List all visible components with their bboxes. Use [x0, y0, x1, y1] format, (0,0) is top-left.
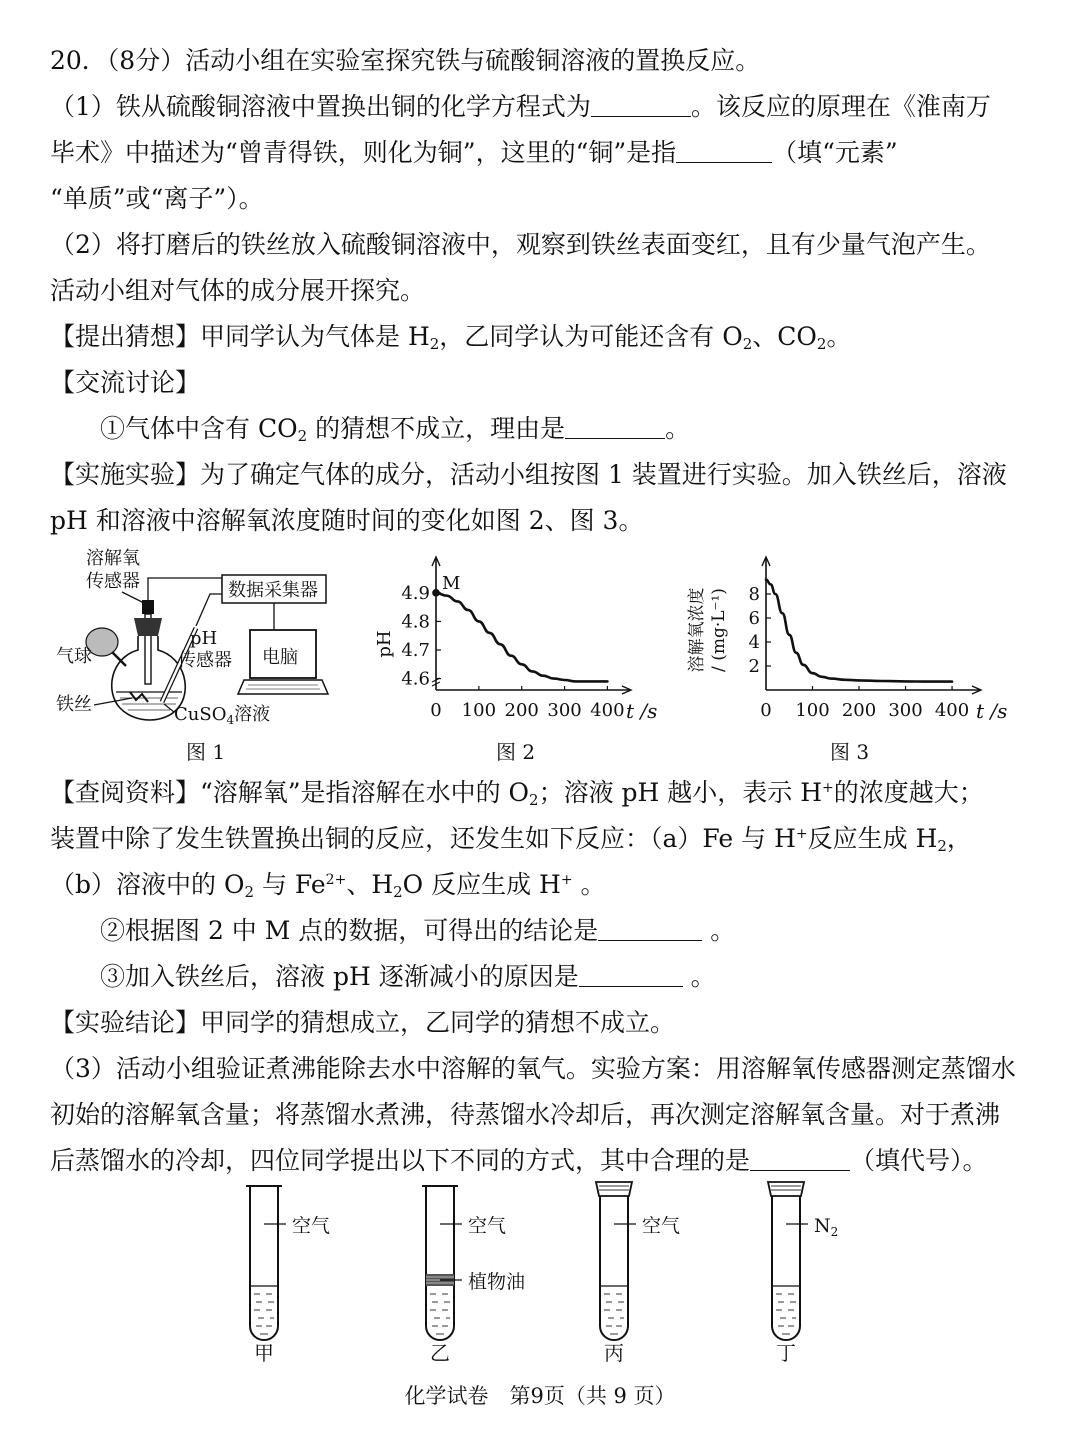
question-header-text: 20．（8分）活动小组在实验室探究铁与硫酸铜溶液的置换反应。: [50, 46, 761, 75]
question-3-end: 。: [682, 962, 716, 991]
question-2-end: 。: [702, 916, 736, 945]
tube-yi-label: 乙: [430, 1341, 450, 1365]
reference-line3-text-d: O 反应生成 H: [402, 870, 561, 899]
discussion-q1-text: ①气体中含有 CO: [100, 414, 298, 443]
superscript: 2+: [325, 872, 347, 888]
question-2-text: ②根据图 2 中 M 点的数据，可得出的结论是: [100, 916, 599, 945]
series-line: [436, 593, 607, 682]
series-line: [766, 580, 952, 682]
cuso4-label: CuSO$_4$溶液: [174, 704, 271, 727]
x-tick-label: 0: [430, 700, 442, 721]
answer-blank-equation[interactable]: [591, 92, 691, 117]
reference-line3: [50, 868, 606, 902]
subscript: 2: [393, 883, 403, 901]
part2-line1: [50, 228, 991, 262]
page-footer: 化学试卷 第9页（共 9 页）: [404, 1384, 676, 1408]
y-axis-label: pH: [374, 630, 395, 658]
answer-blank-cooling[interactable]: [750, 1146, 850, 1171]
x-tick-label: 400: [590, 700, 625, 721]
subscript: 2: [244, 883, 254, 901]
part2-line1-text: （2）将打磨后的铁丝放入硫酸铜溶液中，观察到铁丝表面变红，且有少量气泡产生。: [50, 230, 991, 259]
reference-line3-text-c: 、H: [346, 870, 394, 899]
x-tick-label: 300: [547, 700, 582, 721]
part1-line3: [50, 182, 264, 216]
question-3-text: ③加入铁丝后，溶液 pH 逐渐减小的原因是: [100, 962, 579, 991]
figure3-oxygen-chart: [680, 548, 1030, 738]
discussion-q1-end: 。: [665, 414, 691, 443]
part1-line2: [50, 136, 898, 170]
conclusion-text: 【实验结论】甲同学的猜想成立，乙同学的猜想不成立。: [50, 1008, 676, 1037]
discussion-q1-text-b: 的猜想不成立，理由是: [307, 414, 566, 443]
o2-sensor-head: [142, 600, 154, 614]
subscript: 2: [937, 837, 947, 855]
subscript: 2: [429, 335, 440, 353]
reference-line2: [50, 822, 972, 856]
reference-line2-text-c: ，: [946, 824, 972, 853]
reference-line1-text-a: 【查阅资料】“溶解氧”是指溶解在水中的 O: [50, 778, 530, 807]
stopper: [768, 1182, 804, 1196]
answer-blank-m-point[interactable]: [598, 916, 702, 941]
stopper: [596, 1182, 632, 1196]
tube-ding-gas-label: $N_2$: [814, 1215, 839, 1239]
part1-line1-tail: 。该反应的原理在《淮南万: [690, 92, 991, 121]
reference-line1-text-c: 的浓度越大；: [833, 778, 984, 807]
experiment-line2-text: pH 和溶液中溶解氧浓度随时间的变化如图 2、图 3。: [50, 506, 644, 535]
answer-blank-co2-reason[interactable]: [565, 414, 665, 439]
y-tick-label: 4.8: [401, 611, 430, 633]
part3-line3-tail: （填代号）。: [850, 1146, 988, 1175]
x-tick-label: 0: [760, 700, 772, 721]
computer-keyboard: [238, 680, 328, 694]
discussion-q1: [100, 412, 690, 446]
conclusion-line: [50, 1006, 675, 1040]
x-tick-label: 400: [934, 700, 970, 721]
figure1-apparatus: [50, 542, 370, 732]
reference-line3-text-b: 与 Fe: [254, 870, 326, 899]
part2-line2-text: 活动小组对气体的成分展开探究。: [50, 276, 426, 305]
y-axis-label: 溶解氧浓度: [687, 587, 707, 673]
ph-sensor-label-2: 传感器: [178, 650, 232, 671]
figure2-ph-chart: [374, 548, 680, 738]
figure1-caption: 图 1: [186, 740, 226, 764]
ph-sensor-label-1: pH: [190, 628, 218, 649]
question-2: [100, 914, 735, 948]
y-tick-label: 4.6: [401, 668, 430, 690]
tube-jia-label: 甲: [254, 1341, 274, 1365]
hypothesis-line: [50, 320, 851, 354]
part3-line1-text: （3）活动小组验证煮沸能除去水中溶解的氧气。实验方案：用溶解氧传感器测定蒸馏水: [50, 1054, 1016, 1083]
tube-ding: [768, 1182, 838, 1365]
question-3: [100, 960, 716, 994]
part3-line3: [50, 1144, 988, 1178]
experiment-line1: [50, 458, 1007, 492]
subscript: 2: [297, 427, 308, 445]
computer-label: 电脑: [262, 647, 298, 668]
part1-line3-text: “单质”或“离子”）。: [50, 184, 264, 213]
part3-line3-text: 后蒸馏水的冷却，四位同学提出以下不同的方式，其中合理的是: [50, 1146, 751, 1175]
tube-ding-label: 丁: [776, 1341, 796, 1365]
subscript: 2: [816, 335, 827, 353]
reference-line1-text-b: ；溶液 pH 越小，表示 H: [538, 778, 823, 807]
annotation-point: [432, 589, 440, 597]
x-tick-label: 300: [888, 700, 923, 721]
iron-wire-label: 铁丝: [56, 694, 92, 715]
question-header: [50, 44, 760, 78]
y-axis-unit: / (mg·L⁻¹): [709, 588, 729, 672]
tube-yi: [422, 1186, 525, 1365]
x-tick-label: 200: [504, 700, 539, 721]
figure4-test-tubes: [220, 1176, 900, 1376]
part1-line2-text: 毕术》中描述为“曾青得铁，则化为铜”，这里的“铜”是指: [50, 138, 677, 167]
reference-line3-text-a: （b）溶液中的 O: [50, 870, 245, 899]
part2-line2: [50, 274, 425, 308]
answer-blank-copper[interactable]: [676, 138, 772, 163]
stopper: [134, 618, 162, 636]
part3-line2-text: 初始的溶解氧含量；将蒸馏水煮沸，待蒸馏水冷却后，再次测定溶解氧含量。对于煮沸: [50, 1100, 1001, 1129]
part3-line1: [50, 1052, 1016, 1086]
tube-jia-gas-label: 空气: [292, 1215, 331, 1237]
discussion-title: [50, 366, 200, 400]
superscript: +: [560, 872, 573, 888]
y-tick-label: 4.7: [401, 640, 430, 661]
annotation-label: M: [442, 572, 461, 594]
x-tick-label: 100: [461, 700, 497, 721]
x-axis-label: t /s: [976, 699, 1008, 723]
superscript: +: [822, 780, 834, 796]
part1-line1: [50, 90, 991, 124]
tube-bing-gas-label: 空气: [642, 1215, 681, 1237]
experiment-line2: [50, 504, 643, 538]
experiment-line1-text: 【实施实验】为了确定气体的成分，活动小组按图 1 装置进行实验。加入铁丝后，溶液: [50, 460, 1007, 489]
tube-yi-oil-label: 植物油: [468, 1271, 526, 1293]
reference-line1: [50, 776, 984, 810]
y-tick-label: 2: [748, 656, 760, 677]
answer-blank-ph-reason[interactable]: [579, 962, 683, 987]
tube-jia: [246, 1186, 330, 1365]
reference-line3-text-e: 。: [572, 870, 606, 899]
hypothesis-text-a: 【提出猜想】甲同学认为气体是 H: [50, 322, 430, 351]
figure2-caption: 图 2: [496, 740, 536, 764]
figure3-caption: 图 3: [830, 740, 870, 764]
reference-line2-text-b: 反应生成 H: [807, 824, 938, 853]
hypothesis-text-c: 、CO: [752, 322, 817, 351]
x-tick-label: 100: [795, 700, 830, 721]
part1-line1-text: （1）铁从硫酸铜溶液中置换出铜的化学方程式为: [50, 92, 591, 121]
y-tick-label: 4: [748, 632, 760, 653]
y-tick-label: 6: [748, 608, 760, 629]
part3-line2: [50, 1098, 1000, 1132]
subscript: 2: [529, 791, 539, 809]
subscript: 2: [742, 335, 753, 353]
y-tick-label: 8: [748, 584, 760, 605]
reference-line2-text-a: 装置中除了发生铁置换出铜的反应，还发生如下反应：（a）Fe 与 H: [50, 824, 796, 853]
y-tick-label: 4.9: [401, 582, 430, 604]
tube-bing-label: 丙: [604, 1341, 624, 1365]
o2-sensor-label-1: 溶解氧: [86, 548, 140, 569]
hypothesis-text-b: ，乙同学认为可能还含有 O: [439, 322, 743, 351]
superscript: +: [795, 826, 808, 842]
tube-yi-gas-label: 空气: [468, 1215, 507, 1237]
o2-sensor-label-2: 传感器: [86, 571, 140, 592]
tube-bing: [596, 1182, 680, 1365]
x-axis-label: t /s: [626, 699, 658, 723]
data-collector-label: 数据采集器: [228, 580, 318, 601]
discussion-title-text: 【交流讨论】: [50, 368, 201, 397]
x-tick-label: 200: [841, 700, 877, 721]
hypothesis-text-d: 。: [826, 322, 852, 351]
balloon-label: 气球: [56, 646, 92, 667]
part1-line2-tail: （填“元素”: [772, 138, 898, 167]
